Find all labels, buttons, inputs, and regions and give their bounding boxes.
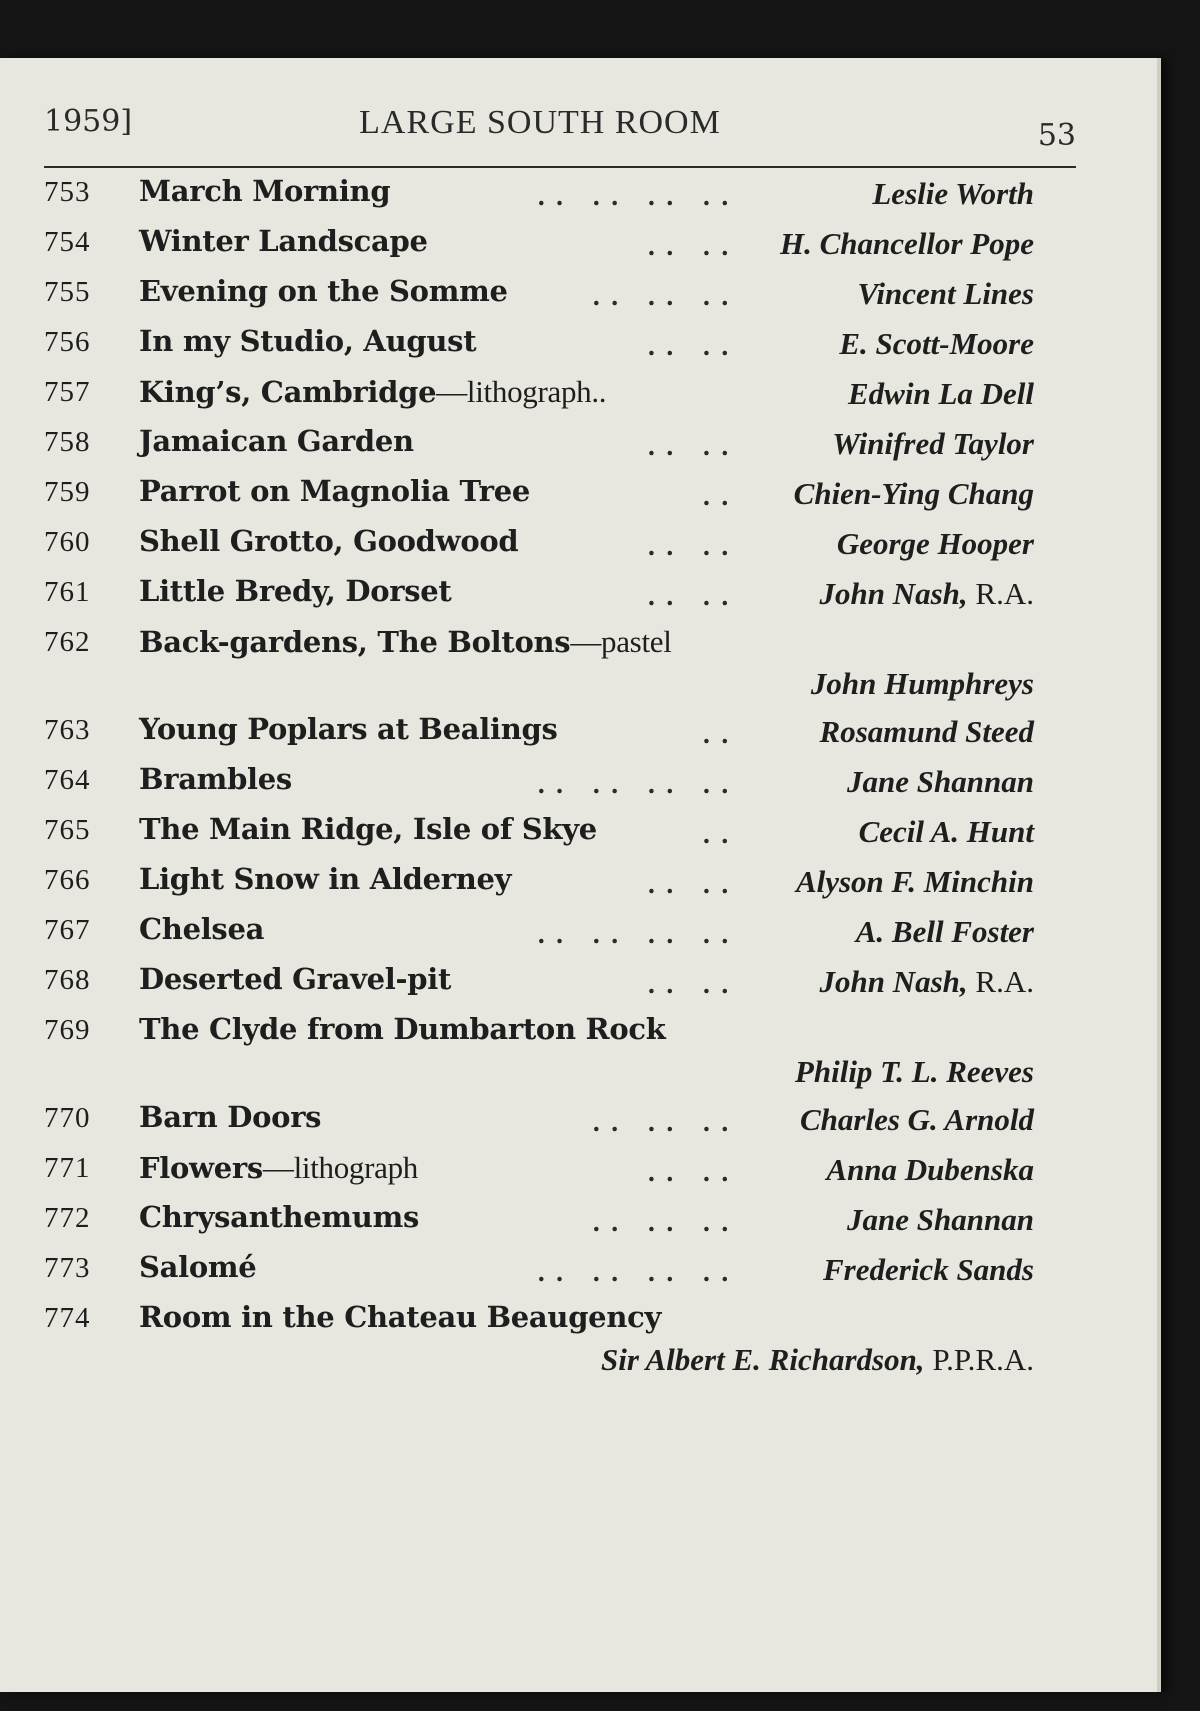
- entry-number: 773: [44, 1252, 91, 1284]
- entry-title-text: Chrysanthemums: [139, 1200, 420, 1234]
- leader-dots: .. .. .. ..: [537, 182, 739, 211]
- entry-number: 767: [44, 914, 91, 946]
- entry-artist: [839, 326, 1034, 362]
- artist-honour: P.P.R.A.: [924, 1342, 1034, 1377]
- leader-dots: .. ..: [647, 582, 739, 611]
- entry-title: [139, 762, 292, 796]
- entry-title: [139, 624, 672, 660]
- entry-title-text: Little Bredy, Dorset: [139, 574, 452, 608]
- entry-number: 771: [44, 1152, 91, 1184]
- entry-number: 764: [44, 764, 91, 796]
- catalogue-entry: [44, 226, 1034, 276]
- entry-number: 769: [44, 1014, 91, 1046]
- catalogue-entry: [44, 864, 1034, 914]
- entry-number: 759: [44, 476, 91, 508]
- entry-number: 763: [44, 714, 91, 746]
- entry-number: 766: [44, 864, 91, 896]
- entry-number: 754: [44, 226, 91, 258]
- entry-artist: [819, 964, 1034, 1000]
- artist-name: Rosamund Steed: [819, 714, 1034, 749]
- entry-title-text: Shell Grotto, Goodwood: [139, 524, 519, 558]
- artist-name: John Humphreys: [810, 666, 1034, 701]
- entry-title: [139, 574, 452, 608]
- leader-dots: .. ..: [647, 1158, 739, 1187]
- entry-artist: [800, 1102, 1034, 1138]
- entry-number: 774: [44, 1302, 91, 1334]
- entry-number: 762: [44, 626, 91, 658]
- catalogue-entry: [44, 714, 1034, 764]
- entry-title-text: Salomé: [139, 1250, 257, 1284]
- entry-title-text: The Clyde from Dumbarton Rock: [139, 1012, 666, 1046]
- entry-number: 761: [44, 576, 91, 608]
- entry-title-text: Back-gardens, The Boltons: [139, 625, 571, 659]
- entry-artist: [837, 526, 1034, 562]
- header-rule: [44, 166, 1076, 168]
- entry-artist: [872, 176, 1034, 212]
- catalogue-entry: [44, 1252, 1034, 1302]
- entry-title-text: King’s, Cambridge: [139, 375, 437, 409]
- catalogue-entry: [44, 814, 1034, 864]
- artist-name: Jane Shannan: [847, 764, 1034, 799]
- artist-name: Anna Dubenska: [826, 1152, 1034, 1187]
- entry-number: 756: [44, 326, 91, 358]
- artist-name: Frederick Sands: [823, 1252, 1034, 1287]
- entry-number: 755: [44, 276, 91, 308]
- page-number: 53: [1037, 118, 1076, 153]
- leader-dots: .. .. ..: [592, 1208, 739, 1237]
- entry-number: 772: [44, 1202, 91, 1234]
- entry-title: [139, 1012, 666, 1046]
- entry-medium: —pastel: [570, 624, 672, 659]
- entry-number: 758: [44, 426, 91, 458]
- entry-medium: —lithograph: [262, 1150, 418, 1185]
- entry-artist: [820, 714, 1034, 750]
- entry-title-text: Flowers: [139, 1151, 263, 1185]
- leader-dots: .. ..: [647, 970, 739, 999]
- leader-dots: .. ..: [647, 532, 739, 561]
- leader-dots: .. ..: [647, 332, 739, 361]
- entry-title-text: Winter Landscape: [139, 224, 428, 258]
- entry-artist: [856, 914, 1034, 950]
- catalogue-entry: [44, 1102, 1034, 1152]
- catalogue-entry: [44, 376, 1034, 426]
- catalogue-entry: [44, 526, 1034, 576]
- catalogue-entry: [44, 964, 1034, 1014]
- entry-title: [139, 1100, 321, 1134]
- entry-number: 768: [44, 964, 91, 996]
- entry-artist: [847, 1202, 1034, 1238]
- leader-dots: .. ..: [647, 870, 739, 899]
- header-year: 1959]: [44, 104, 133, 139]
- leader-dots: .. .. .. ..: [537, 770, 739, 799]
- artist-name: H. Chancellor Pope: [779, 226, 1034, 261]
- entry-title-text: Chelsea: [139, 912, 265, 946]
- entry-title-text: Evening on the Somme: [139, 274, 508, 308]
- catalogue-entry: [44, 1014, 1034, 1102]
- artist-honour: R.A.: [967, 964, 1034, 999]
- entry-title-text: Room in the Chateau Beaugency: [139, 1300, 662, 1334]
- catalogue-entry: [44, 764, 1034, 814]
- artist-name: E. Scott-Moore: [839, 326, 1034, 361]
- entry-artist: [601, 1342, 1034, 1378]
- entry-artist: [848, 376, 1034, 412]
- entry-artist: [794, 476, 1034, 512]
- entry-title: [139, 524, 518, 558]
- catalogue-entry: [44, 1302, 1034, 1390]
- catalogue-entry: [44, 576, 1034, 626]
- entry-number: 770: [44, 1102, 91, 1134]
- artist-name: Charles G. Arnold: [800, 1102, 1034, 1137]
- catalogue-entry: [44, 1152, 1034, 1202]
- catalogue-entry: [44, 626, 1034, 714]
- artist-name: Edwin La Dell: [847, 376, 1034, 411]
- entry-title-text: Parrot on Magnolia Tree: [139, 474, 531, 508]
- entry-title: [139, 862, 511, 896]
- entry-artist: [847, 764, 1034, 800]
- entry-artist: [823, 1252, 1034, 1288]
- entry-title-text: In my Studio, August: [139, 324, 477, 358]
- artist-name: Philip T. L. Reeves: [794, 1054, 1034, 1089]
- entry-title: [139, 1150, 418, 1186]
- entry-artist: [857, 276, 1034, 312]
- entry-number: 753: [44, 176, 91, 208]
- entry-title: [139, 324, 476, 358]
- leader-dots: .. ..: [647, 232, 739, 261]
- leader-dots: .. .. ..: [592, 1108, 739, 1137]
- artist-name: Sir Albert E. Richardson,: [600, 1342, 925, 1377]
- artist-name: Cecil A. Hunt: [858, 814, 1034, 849]
- entry-title: [139, 274, 508, 308]
- entry-artist: [811, 666, 1034, 702]
- entry-title-text: Jamaican Garden: [139, 424, 414, 458]
- entry-artist: [780, 226, 1034, 262]
- catalogue-entry: [44, 326, 1034, 376]
- entry-title-text: Barn Doors: [139, 1100, 322, 1134]
- entry-number: 765: [44, 814, 91, 846]
- entry-number: 757: [44, 376, 91, 408]
- artist-name: Chien-Ying Chang: [793, 476, 1034, 511]
- entry-title: [139, 1300, 661, 1334]
- entry-artist: [819, 576, 1034, 612]
- entry-number: 760: [44, 526, 91, 558]
- artist-honour: R.A.: [967, 576, 1034, 611]
- catalogue-entry: [44, 914, 1034, 964]
- catalogue-entry: [44, 276, 1034, 326]
- artist-name: A. Bell Foster: [855, 914, 1034, 949]
- entry-title-text: Deserted Gravel-pit: [139, 962, 452, 996]
- entry-title-text: Young Poplars at Bealings: [139, 712, 558, 746]
- entry-title: [139, 424, 414, 458]
- entry-artist: [795, 1054, 1034, 1090]
- entry-title: [139, 224, 428, 258]
- catalogue-entry: [44, 1202, 1034, 1252]
- catalogue-entry: [44, 426, 1034, 476]
- leader-dots: ..: [702, 482, 739, 511]
- catalogue-entry-list: [44, 176, 1034, 1390]
- entry-artist: [796, 864, 1034, 900]
- room-title: LARGE SOUTH ROOM: [359, 104, 721, 141]
- leader-dots: .. ..: [647, 432, 739, 461]
- leader-dots: ..: [702, 820, 739, 849]
- entry-artist: [859, 814, 1034, 850]
- entry-title: [139, 912, 264, 946]
- entry-title: [139, 174, 390, 208]
- entry-title: [139, 962, 451, 996]
- leader-dots: .. .. .. ..: [537, 920, 739, 949]
- entry-title: [139, 1200, 419, 1234]
- entry-title: [139, 1250, 256, 1284]
- entry-artist: [832, 426, 1034, 462]
- artist-name: George Hooper: [836, 526, 1034, 561]
- artist-name: Alyson F. Minchin: [795, 864, 1034, 899]
- artist-name: Vincent Lines: [857, 276, 1034, 311]
- artist-name: John Nash,: [819, 576, 968, 611]
- leader-dots: .. .. .. ..: [537, 1258, 739, 1287]
- page-header: [44, 104, 1076, 153]
- entry-title-text: March Morning: [139, 174, 391, 208]
- artist-name: John Nash,: [819, 964, 968, 999]
- entry-medium: —lithograph..: [436, 374, 607, 409]
- artist-name: Jane Shannan: [847, 1202, 1034, 1237]
- entry-title: [139, 374, 606, 410]
- artist-name: Winifred Taylor: [832, 426, 1034, 461]
- entry-artist: [826, 1152, 1034, 1188]
- leader-dots: .. .. ..: [592, 282, 739, 311]
- entry-title-text: The Main Ridge, Isle of Skye: [139, 812, 597, 846]
- artist-name: Leslie Worth: [872, 176, 1034, 211]
- leader-dots: ..: [702, 720, 739, 749]
- entry-title-text: Light Snow in Alderney: [139, 862, 512, 896]
- catalogue-entry: [44, 176, 1034, 226]
- entry-title-text: Brambles: [139, 762, 292, 796]
- catalogue-entry: [44, 476, 1034, 526]
